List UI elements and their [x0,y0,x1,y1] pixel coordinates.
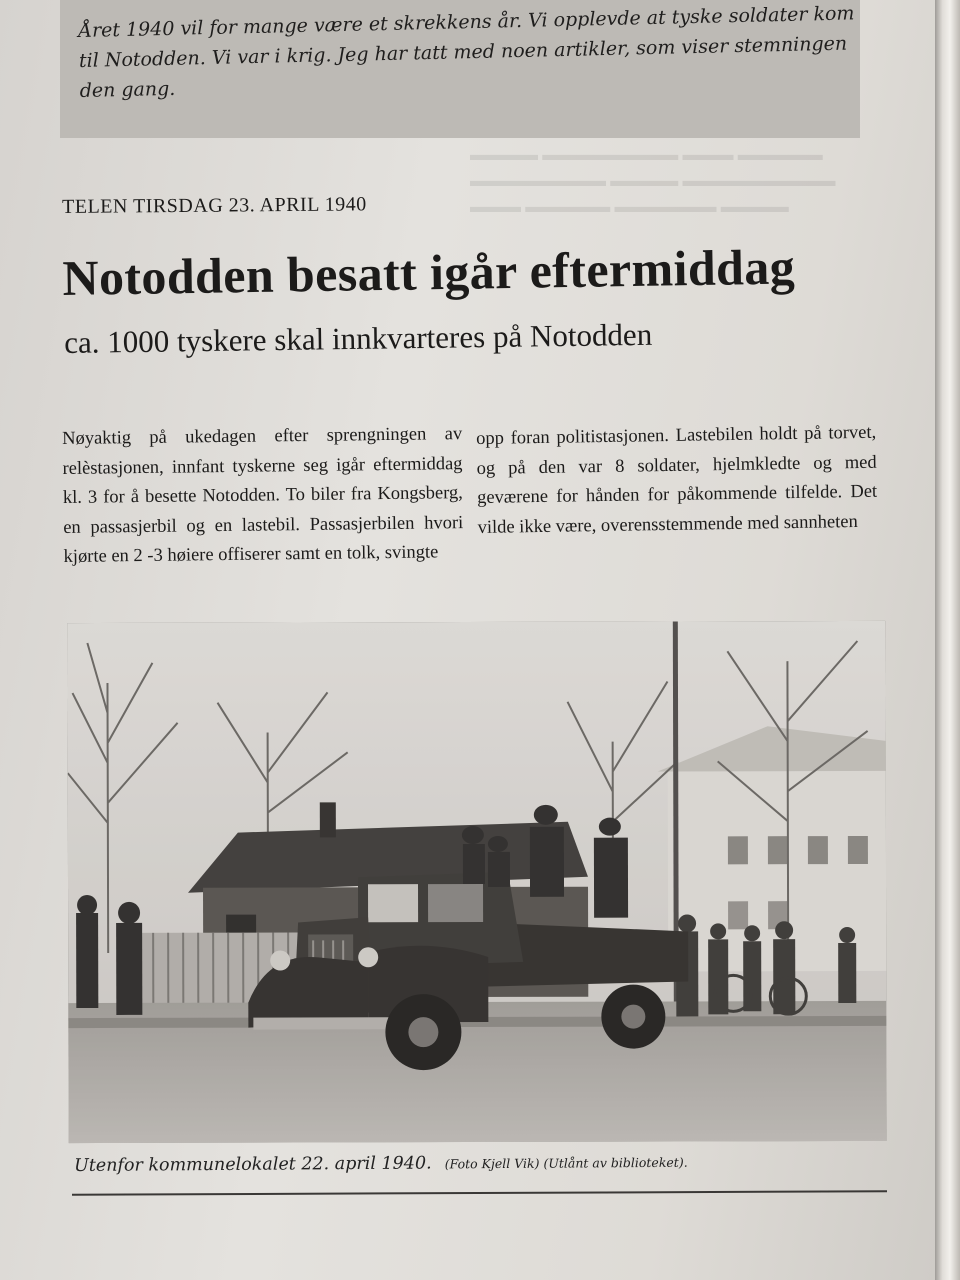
historical-photo [67,621,886,1143]
caption-credit: (Foto Kjell Vik) (Utlånt av biblioteket). [444,1154,688,1172]
intro-text: Året 1940 vil for mange være et skrekkens år. Vi opplevde at tyske soldater kom til Notodden. Vi var i krig. Jeg har tatt med noen artikler, som viser stemningen den gang. [78,2,855,102]
photo-caption [74,1150,894,1176]
book-spine-gutter [935,0,960,1280]
divider-rule [72,1190,887,1196]
article-subheadline: ca. 1000 tyskere skal innkvarteres på Notodden [64,316,653,360]
article-column-right [476,419,878,543]
article-source-line: TELEN TIRSDAG 23. APRIL 1940 [62,193,367,218]
article-headline: Notodden besatt igår eftermiddag [62,238,796,306]
caption-main: Utenfor kommunelokalet 22. april 1940. [74,1153,432,1176]
article-column-left [62,420,464,572]
truck-with-soldiers-photo [67,621,886,1143]
article-column-right-text: opp foran politistasjonen. Lastebilen holdt på torvet, og på den var 8 soldater, hjelmkledte og med geværene for hånden for påkommende tilfelde. Det vilde ikke være, overensstemmende med sannheten [476,422,878,538]
bleed-through-text: ▬▬▬▬ ▬▬▬▬▬▬▬▬ ▬▬▬ ▬▬▬▬▬ ▬▬▬▬▬▬▬▬ ▬▬▬▬ ▬▬▬▬▬▬▬▬▬ ▬▬▬ ▬▬▬▬▬ ▬▬▬▬▬▬ ▬▬▬▬ [470,145,836,216]
article-column-left-text: Nøyaktig på ukedagen efter sprengningen av relèstasjonen, innfant tyskerne seg igår eftermiddag kl. 3 for å besette Notodden. To biler fra Kongsberg, en passasjerbil og en lastebil. Passasjerbilen hvori kjørte en 2 -3 høiere offiserer samt en tolk, svingte [62,424,464,567]
